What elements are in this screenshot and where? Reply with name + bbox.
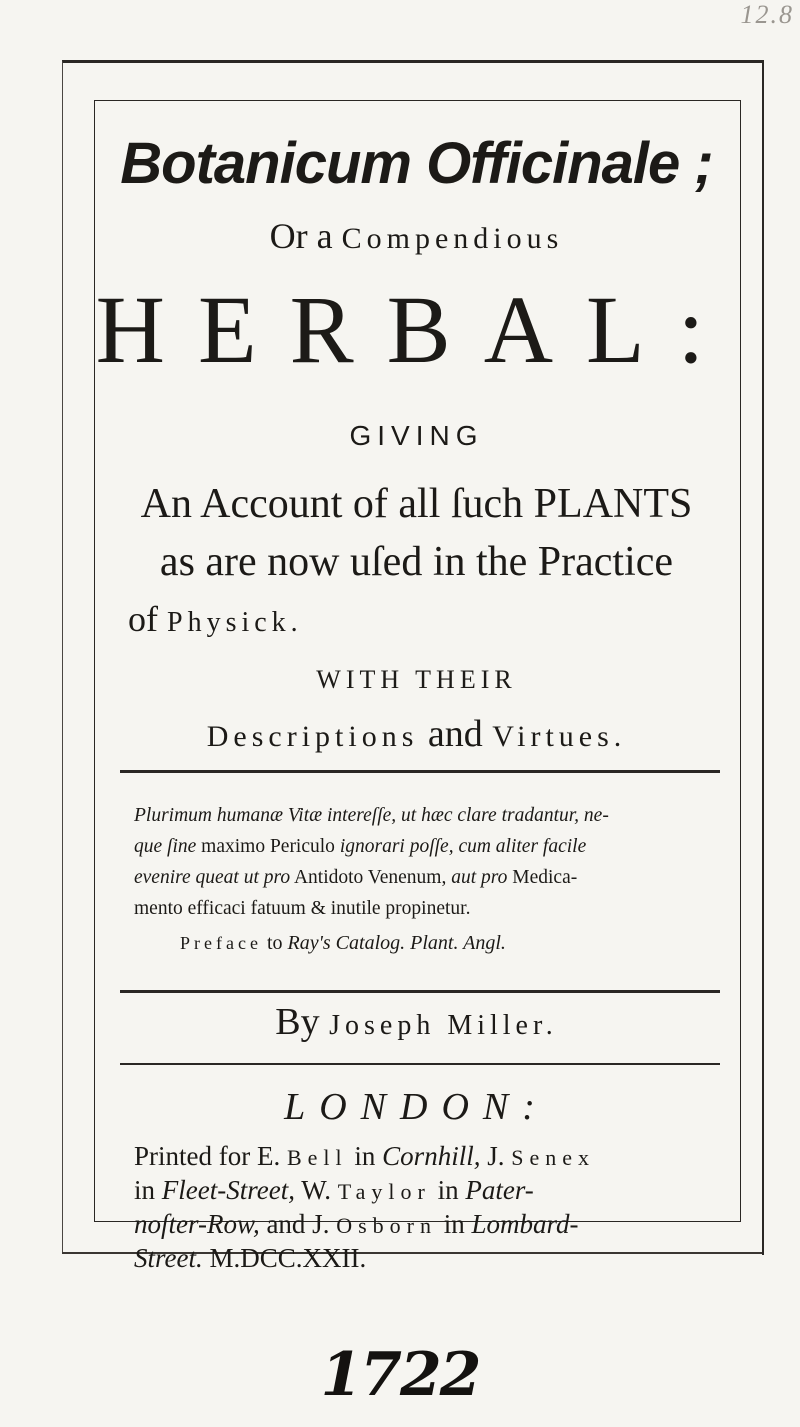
imprint-osborn: Osborn [336, 1213, 437, 1238]
imprint-lombard: Lombard- [471, 1209, 579, 1239]
to-word: to [266, 932, 283, 954]
quote-line-3d: Medica- [512, 867, 578, 888]
imprint-in-1: in [354, 1141, 376, 1171]
imprint-bell: Bell [286, 1145, 348, 1170]
quote-line-1: Plurimum humanæ Vitæ intereſſe, ut hæc clare tradantur, ne- [134, 805, 609, 826]
quote-source [180, 932, 720, 955]
account-line-3 [94, 598, 739, 640]
rule-above-imprint [120, 1063, 720, 1065]
handwritten-year: 1722 [320, 1340, 480, 1410]
ray-catalog: Ray's Catalog. Plant. Angl. [287, 932, 506, 954]
london-heading: LONDON: [284, 1086, 549, 1128]
imprint-j: J. [487, 1141, 505, 1171]
quote-line-2a: que ſine [134, 836, 197, 857]
author-line [94, 1000, 739, 1044]
page-title: Botanicum Officinale ; [120, 131, 713, 196]
account-line-2: as are now uſed in the Practice [159, 539, 674, 585]
account-physick: Physick. [167, 607, 303, 638]
quote-line-2b: maximo Periculo [201, 836, 335, 857]
giving-line: GIVING [349, 420, 484, 451]
corner-mark: 12.8 [740, 0, 794, 29]
subtitle-compendious: Compendious [341, 222, 564, 255]
quote-line-2c: ignorari poſſe, cum aliter facile [339, 836, 587, 857]
rule-above-quote [120, 770, 720, 773]
subtitle [94, 215, 739, 257]
author-by: By [275, 1001, 320, 1043]
imprint-pater: Pater- [465, 1175, 534, 1205]
descriptions-word: Descriptions [206, 720, 419, 753]
imprint-date: M.DCC.XXII. [209, 1243, 367, 1273]
latin-quote [134, 800, 724, 924]
and-word: and [427, 713, 483, 755]
rule-above-author [120, 990, 720, 993]
imprint-printed-for: Printed for E. [134, 1141, 281, 1171]
quote-line-3b: Antidoto Venenum, [293, 867, 447, 888]
imprint-in-3: in [437, 1175, 459, 1205]
account-line-1: An Account of all ſuch PLANTS [140, 481, 693, 527]
quote-line-4: mento efficaci fatuum & inutile propinetur. [134, 898, 471, 919]
imprint [134, 1140, 728, 1275]
inner-frame [94, 100, 741, 1222]
account-of: of [128, 599, 158, 639]
virtues-word: Virtues. [492, 720, 627, 753]
imprint-noster-row: noſter-Row, [134, 1209, 260, 1239]
imprint-fleet-street: Fleet-Street, [161, 1175, 295, 1205]
subtitle-or: Or a [269, 216, 333, 256]
author-name: Joseph Miller. [329, 1010, 558, 1041]
quote-line-3c: aut pro [451, 867, 508, 888]
descriptions-line [94, 712, 739, 756]
imprint-w: W. [301, 1175, 331, 1205]
imprint-in-2: in [134, 1175, 156, 1205]
imprint-in-4: in [443, 1209, 465, 1239]
preface-word: Preface [180, 933, 262, 953]
with-their-line: WITH THEIR [316, 665, 517, 694]
imprint-taylor: Taylor [337, 1179, 431, 1204]
imprint-and-j: and J. [266, 1209, 330, 1239]
herbal-heading: HERBAL: [95, 276, 738, 383]
quote-line-3a: evenire queat ut pro [134, 867, 291, 888]
right-rule [762, 60, 764, 1255]
imprint-senex: Senex [511, 1145, 595, 1170]
imprint-street: Street. [134, 1243, 203, 1273]
imprint-cornhill: Cornhill, [382, 1141, 481, 1171]
